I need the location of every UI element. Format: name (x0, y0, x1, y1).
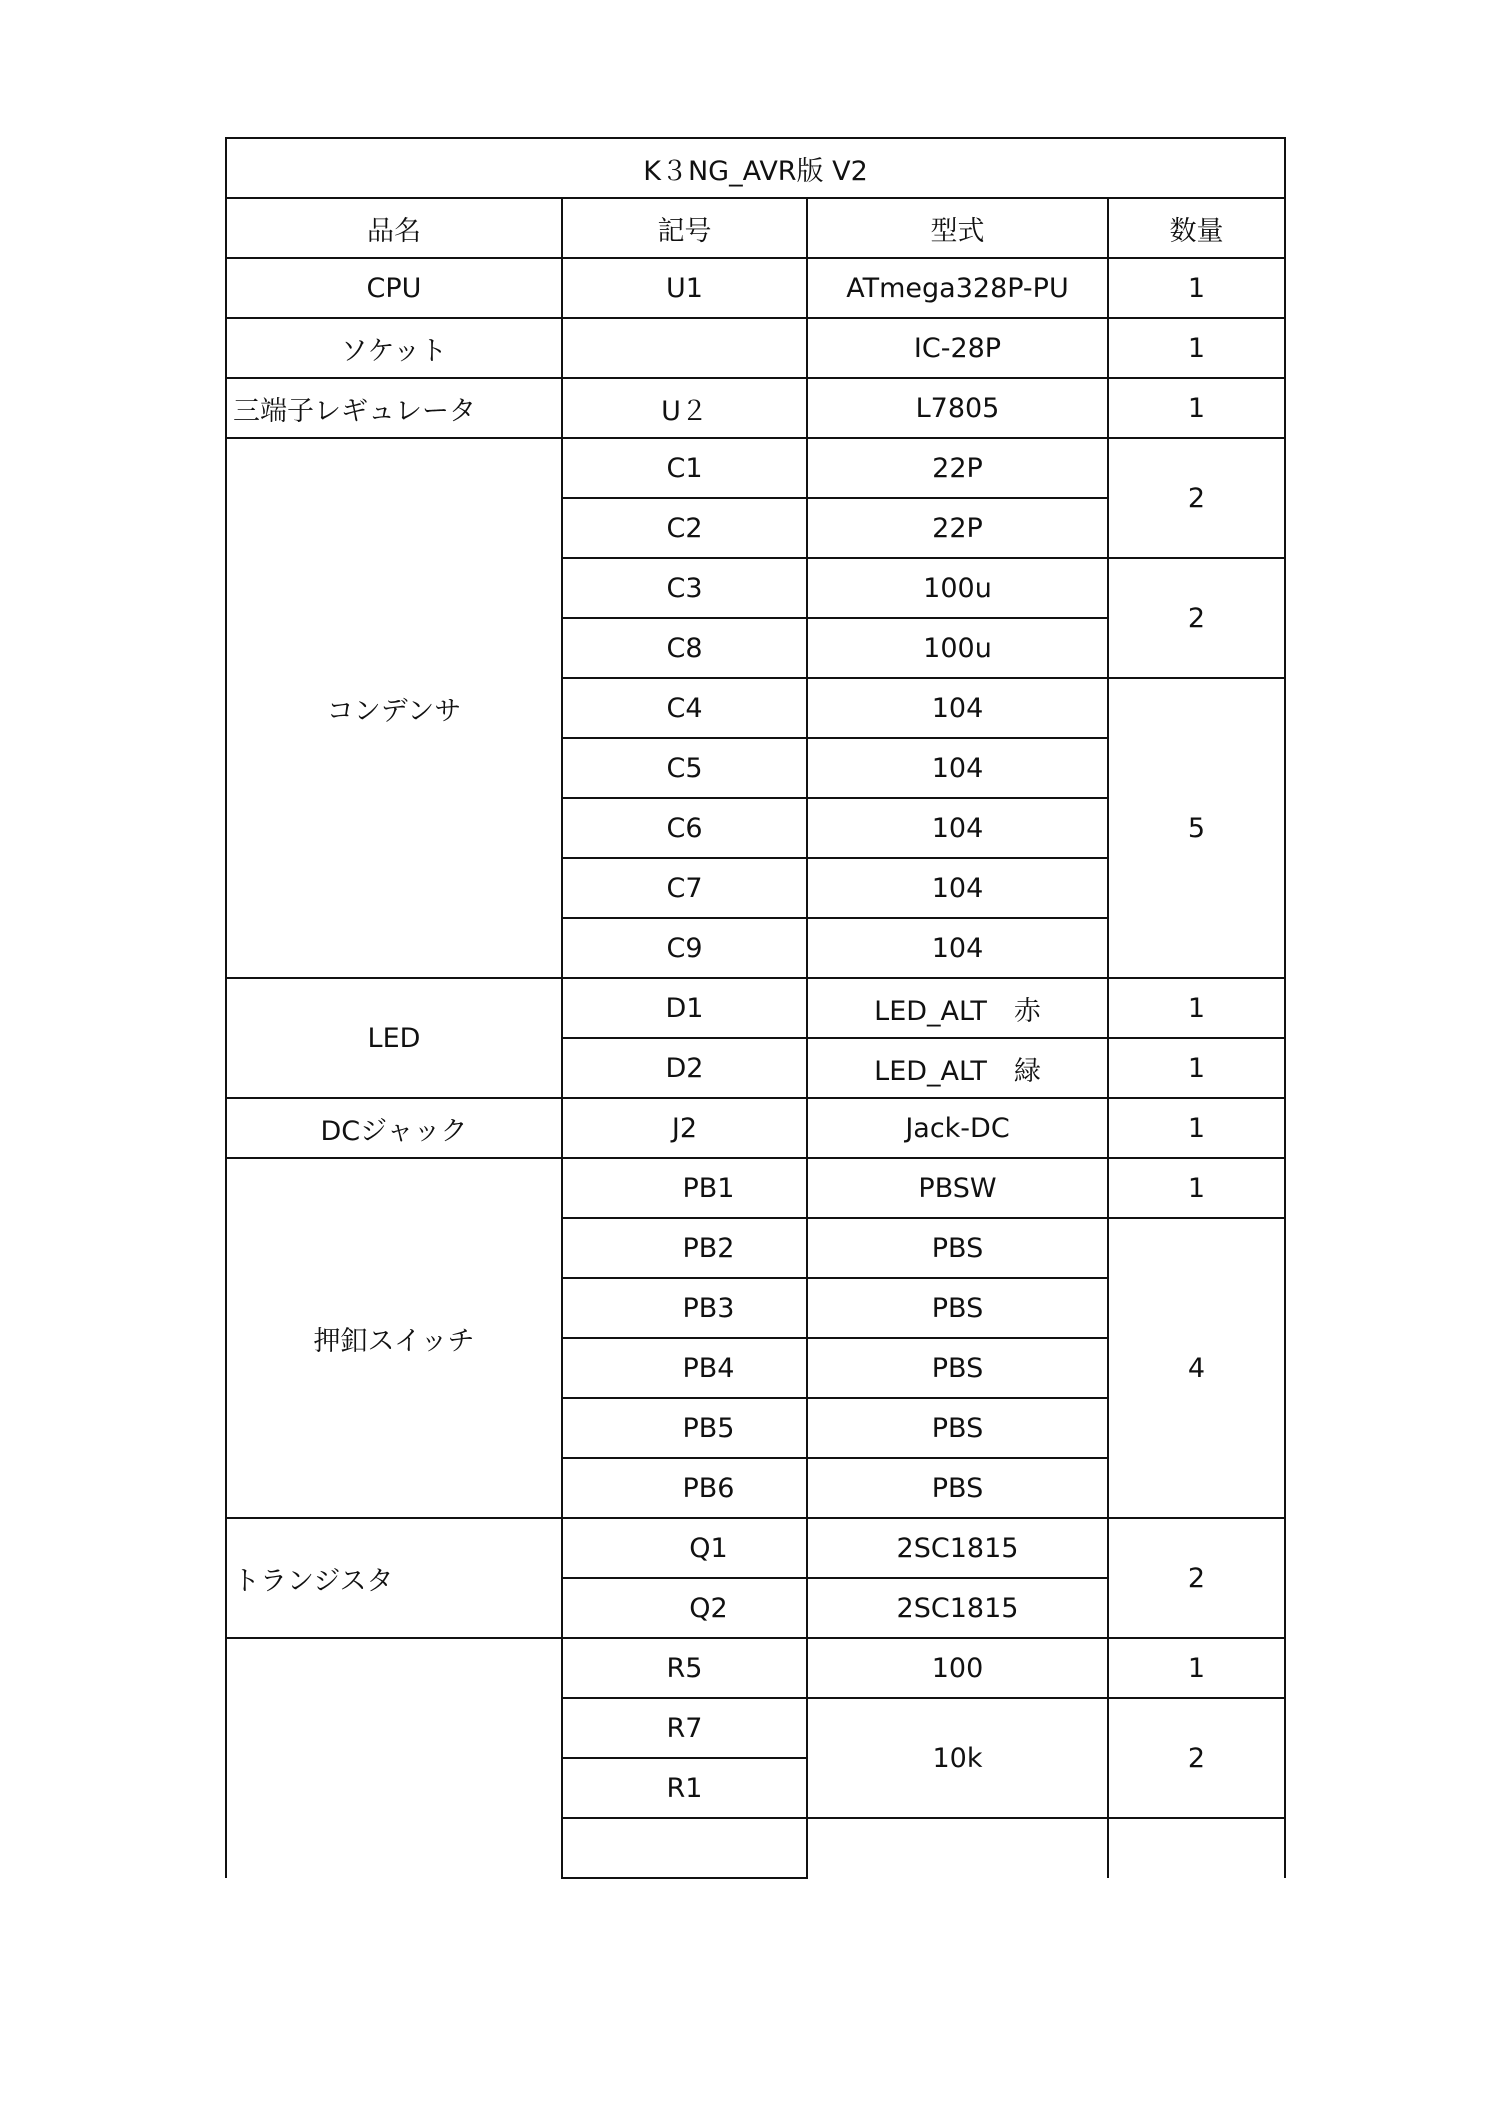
part-model: 104 (807, 738, 1108, 798)
header-name: 品名 (226, 198, 562, 258)
part-symbol: Q2 (562, 1578, 807, 1638)
part-name (226, 1638, 562, 1878)
part-symbol: C6 (562, 798, 807, 858)
part-symbol: R1 (562, 1758, 807, 1818)
title-row (226, 138, 1285, 198)
part-model: 2SC1815 (807, 1578, 1108, 1638)
header-qty: 数量 (1108, 198, 1285, 258)
part-qty: 5 (1108, 678, 1285, 978)
part-qty: 2 (1108, 438, 1285, 558)
part-symbol: PB1 (562, 1158, 807, 1218)
part-model: 104 (807, 918, 1108, 978)
table-row (226, 318, 1285, 378)
part-model: LED_ALT 緑 (807, 1038, 1108, 1098)
part-model: 2SC1815 (807, 1518, 1108, 1578)
part-symbol: C7 (562, 858, 807, 918)
header-model: 型式 (807, 198, 1108, 258)
part-symbol: PB6 (562, 1458, 807, 1518)
part-model: 100u (807, 618, 1108, 678)
part-symbol: U1 (562, 258, 807, 318)
part-name: LED (226, 978, 562, 1098)
header-symbol: 記号 (562, 198, 807, 258)
table-row (226, 1158, 1285, 1218)
part-model: 22P (807, 498, 1108, 558)
part-model: 104 (807, 858, 1108, 918)
table-row (226, 258, 1285, 318)
part-model: 22P (807, 438, 1108, 498)
part-qty (1108, 1818, 1285, 1878)
table-row (226, 378, 1285, 438)
part-model: PBSW (807, 1158, 1108, 1218)
part-name: 押釦スイッチ (226, 1158, 562, 1518)
part-symbol: PB4 (562, 1338, 807, 1398)
part-name: ソケット (226, 318, 562, 378)
part-name: 三端子レギュレータ (226, 378, 562, 438)
part-model: 104 (807, 678, 1108, 738)
part-qty: 2 (1108, 558, 1285, 678)
part-symbol (562, 1818, 807, 1878)
part-model: 10k (807, 1698, 1108, 1818)
part-symbol: C1 (562, 438, 807, 498)
part-symbol (562, 318, 807, 378)
part-symbol: Q1 (562, 1518, 807, 1578)
part-qty: 4 (1108, 1218, 1285, 1518)
part-model: IC-28P (807, 318, 1108, 378)
part-qty: 1 (1108, 1638, 1285, 1698)
part-qty: 1 (1108, 258, 1285, 318)
part-qty: 1 (1108, 378, 1285, 438)
part-qty: 2 (1108, 1518, 1285, 1638)
part-symbol: C5 (562, 738, 807, 798)
part-model: Jack-DC (807, 1098, 1108, 1158)
part-symbol: D1 (562, 978, 807, 1038)
part-symbol: C2 (562, 498, 807, 558)
part-model: ATmega328P-PU (807, 258, 1108, 318)
part-symbol: PB5 (562, 1398, 807, 1458)
part-symbol: D2 (562, 1038, 807, 1098)
part-model: PBS (807, 1338, 1108, 1398)
part-model: PBS (807, 1458, 1108, 1518)
part-symbol: C9 (562, 918, 807, 978)
part-name: トランジスタ (226, 1518, 562, 1638)
part-model: 104 (807, 798, 1108, 858)
part-model: PBS (807, 1218, 1108, 1278)
part-name: コンデンサ (226, 438, 562, 978)
table-title: K３NG_AVR版 V2 (226, 138, 1285, 198)
part-symbol: C8 (562, 618, 807, 678)
part-symbol: C3 (562, 558, 807, 618)
table-row (226, 438, 1285, 498)
part-qty: 1 (1108, 978, 1285, 1038)
part-symbol: PB2 (562, 1218, 807, 1278)
part-symbol: R5 (562, 1638, 807, 1698)
header-row (226, 198, 1285, 258)
table-row (226, 1518, 1285, 1578)
part-symbol: C4 (562, 678, 807, 738)
part-model: LED_ALT 赤 (807, 978, 1108, 1038)
part-qty: 1 (1108, 1038, 1285, 1098)
parts-list-table (225, 137, 1286, 1879)
part-symbol: R7 (562, 1698, 807, 1758)
part-name: CPU (226, 258, 562, 318)
table-row (226, 1638, 1285, 1698)
part-qty: 1 (1108, 318, 1285, 378)
part-model: 100 (807, 1638, 1108, 1698)
part-symbol: U２ (562, 378, 807, 438)
part-model: PBS (807, 1278, 1108, 1338)
table-row (226, 978, 1285, 1038)
part-model: 100u (807, 558, 1108, 618)
part-qty: 1 (1108, 1098, 1285, 1158)
part-qty: 2 (1108, 1698, 1285, 1818)
part-model (807, 1818, 1108, 1878)
part-symbol: J2 (562, 1098, 807, 1158)
part-symbol: PB3 (562, 1278, 807, 1338)
part-model: PBS (807, 1398, 1108, 1458)
table-row (226, 1098, 1285, 1158)
part-name: DCジャック (226, 1098, 562, 1158)
part-model: L7805 (807, 378, 1108, 438)
part-qty: 1 (1108, 1158, 1285, 1218)
